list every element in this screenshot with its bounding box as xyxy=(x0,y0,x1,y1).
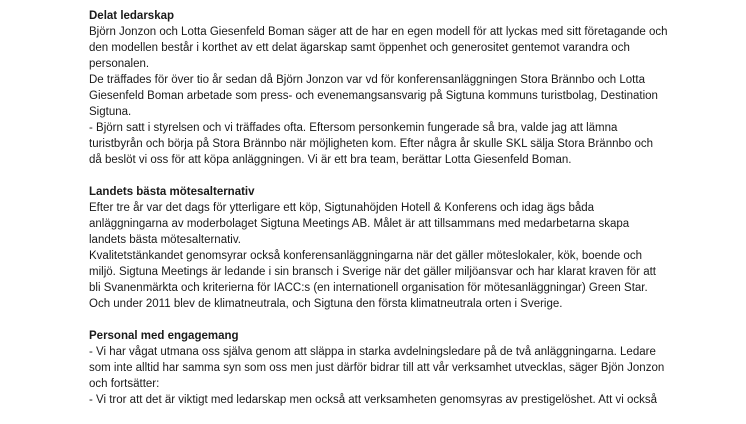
paragraph-line: landets bästa mötesalternativ. xyxy=(89,234,241,246)
paragraph-line: turistbyrån och börja på Stora Brännbo när möjligheten kom. Efter några år skulle SKL sälja Stora Brännbo och xyxy=(89,138,654,150)
paragraph-line: Och under 2011 blev de klimatneutrala, och Sigtuna den första klimatneutrala orten i Sverige. xyxy=(89,298,563,310)
paragraph-line: - Björn satt i styrelsen och vi träffades ofta. Eftersom personkemin fungerade så bra, valde jag att lämna xyxy=(89,122,618,134)
paragraph-line: den modellen består i korthet av ett delat ägarskap samt öppenhet och generositet gentemot varandra och xyxy=(89,42,630,54)
paragraph-line: - Vi tror att det är viktigt med ledarskap men också att verksamheten genomsyras av prestigelöshet. Att vi också xyxy=(89,394,658,406)
paragraph-line: - Vi har vågat utmana oss själva genom att släppa in starka avdelningsledare på de två anläggningarna. Ledare xyxy=(89,346,656,358)
section-heading: Delat ledarskap xyxy=(89,10,175,22)
paragraph-line: personalen. xyxy=(89,58,150,70)
section-heading: Landets bästa mötesalternativ xyxy=(89,186,255,198)
paragraph-line: då beslöt vi oss för att köpa anläggningen. Vi är ett bra team, berättar Lotta Giesenfeld Boman. xyxy=(89,154,572,166)
section-delat-ledarskap xyxy=(89,8,709,168)
document-page xyxy=(89,8,709,424)
paragraph-line: Efter tre år var det dags för ytterligare ett köp, Sigtunahöjden Hotell & Konferens och idag ägs båda xyxy=(89,202,595,214)
paragraph-line: och fortsätter: xyxy=(89,378,160,390)
paragraph-line: Björn Jonzon och Lotta Giesenfeld Boman säger att de har en egen modell för att lyckas med sitt företagande och xyxy=(89,26,668,38)
paragraph-line: miljö. Sigtuna Meetings är ledande i sin bransch i Sverige när det gäller miljöansvar och har klarat kraven för att xyxy=(89,266,656,278)
paragraph-line: Sigtuna. xyxy=(89,106,132,118)
section-landets-basta-motesalternativ xyxy=(89,184,709,312)
paragraph-line: anläggningarna av moderbolaget Sigtuna Meetings AB. Målet är att tillsammans med medarbetarna skapa xyxy=(89,218,630,230)
paragraph-line: Kvalitetstänkandet genomsyrar också konferensanläggningarna när det gäller möteslokaler, kök, boende och xyxy=(89,250,642,262)
section-personal-med-engagemang xyxy=(89,328,709,408)
paragraph-line: De träffades för över tio år sedan då Björn Jonzon var vd för konferensanläggningen Stora Brännbo och Lotta xyxy=(89,74,645,86)
section-heading: Personal med engagemang xyxy=(89,330,239,342)
paragraph-line: Giesenfeld Boman arbetade som press- och evenemangsansvarig på Sigtuna kommuns turistbolag, Destination xyxy=(89,90,658,102)
paragraph-line: som inte alltid har samma syn som oss men just därför bidrar till att vår verksamhet utvecklas, säger Bjön Jonzon xyxy=(89,362,665,374)
paragraph-line: bli Svanenmärkta och kriterierna för IACC:s (en internationell organisation för mötesanläggningar) Green Star. xyxy=(89,282,648,294)
